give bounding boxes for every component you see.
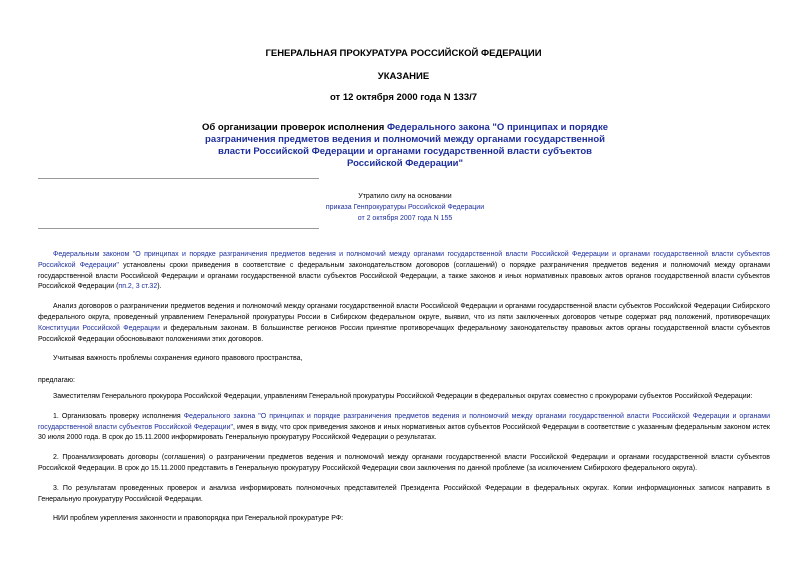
constitution-link[interactable]: Конституции Российской Федерации — [38, 324, 160, 332]
federal-law-link-2[interactable]: Федерального закона "О принципах и порядке разграничения предметов ведения и полномочий между органами государственной власти Российской Федерации и органами государственной власти субъектов Российской Федерации" — [38, 412, 770, 431]
repeal-note — [270, 191, 540, 224]
document-body — [38, 250, 770, 525]
divider-bottom — [38, 228, 319, 229]
repeal-order-link-line1[interactable]: приказа Генпрокуратуры Российской Федерации — [325, 204, 485, 211]
repeal-order-link-line2[interactable]: от 2 октября 2007 года N 155 — [357, 215, 453, 222]
date-number-heading: от 12 октября 2000 года N 133/7 — [329, 92, 478, 103]
paragraph-1-text: установлены сроки приведения в соответствие с федеральным законодательством договоров (соглашений) о порядке разграничения предметов ведения и полномочий между органами государственной власти Российской Федерации и органами государственной власти субъектов Российской Федерации, а также законов и иных нормативных правовых актов органов государственной власти субъектов Российской Федерации ( — [38, 261, 770, 291]
document-title — [190, 122, 620, 170]
paragraph-9: НИИ проблем укрепления законности и правопорядка при Генеральной прокуратуре РФ: — [53, 515, 344, 523]
title-law-link[interactable]: Федерального закона "О принципах и порядке разграничения предметов ведения и полномочий между органами государственной власти Российской Федерации и органами государственной власти субъектов Российской Федерации" — [205, 122, 608, 169]
repeal-note-line1: Утратило силу на основании — [358, 193, 452, 200]
paragraph-2-text: Анализ договоров о разграничении предметов ведения и полномочий между органами государственной власти Российской Федерации и органами государственной власти субъектов Российской Федерации Сибирского федерального округа, проведенный управлением Генеральной прокуратуры России в Сибирском федеральном округе, выявил, что из пяти заключенных договоров четыре содержат ряд положений, противоречащих — [38, 303, 770, 321]
org-heading: ГЕНЕРАЛЬНАЯ ПРОКУРАТУРА РОССИЙСКОЙ ФЕДЕРАЦИИ — [265, 48, 542, 59]
paragraph-2-end: и федеральным законам. В большинстве регионов России принятие противоречащих федеральному законодательству правовых актов органы государственной власти субъектов Российской Федерации обосновывают положениями этих договоров. — [38, 324, 770, 343]
paragraph-1-end: ). — [157, 283, 162, 291]
paragraph-1 — [38, 250, 770, 293]
divider-top — [38, 178, 319, 179]
paragraph-2 — [38, 302, 770, 345]
paragraph-6-end: , имея в виду, что срок приведения законов и иных нормативных актов субъектов Российской Федерации в соответствие с указанным федеральным законом истек 30 июля 2000 года. В срок до 15.11.2000 информировать Генеральную прокуратуру Российской Федерации о результатах. — [38, 423, 770, 442]
paragraph-3: Учитывая важность проблемы сохранения единого правового пространства, — [53, 355, 303, 363]
federal-law-link[interactable]: Федеральным законом "О принципах и порядке разграничения предметов ведения и полномочий между органами государственной власти Российской Федерации и органами государственной власти субъектов Российской Федерации" — [38, 251, 770, 269]
paragraph-6-start: 1. Организовать проверку исполнения — [53, 412, 184, 420]
article-link[interactable]: пп.2, 3 ст.32 — [118, 283, 158, 291]
paragraph-4: предлагаю: — [38, 377, 75, 385]
paragraph-7: 2. Проанализировать договоры (соглашения) о разграничении предметов ведения и полномочий между органами государственной власти Российской Федерации и органами государственной власти субъектов Российской Федерации. В срок до 15.11.2000 представить в Генеральную прокуратуру Российской Федерации свои заключения по данной проблеме (за исключением Сибирского федерального округа). — [38, 454, 770, 472]
paragraph-5: Заместителям Генерального прокурора Российской Федерации, управлениям Генеральной прокуратуры Российской Федерации в федеральных округах совместно с прокурорами субъектов Российской Федерации: — [53, 392, 753, 400]
paragraph-6 — [38, 412, 770, 444]
doc-type-heading: УКАЗАНИЕ — [377, 71, 430, 82]
paragraph-8: 3. По результатам проведенных проверок и анализа информировать полномочных представителей Президента Российской Федерации в федеральных округах. Копии информационных записок направить в Генеральную прокуратуру Российской Федерации. — [38, 484, 770, 503]
title-prefix: Об организации проверок исполнения — [202, 122, 387, 133]
